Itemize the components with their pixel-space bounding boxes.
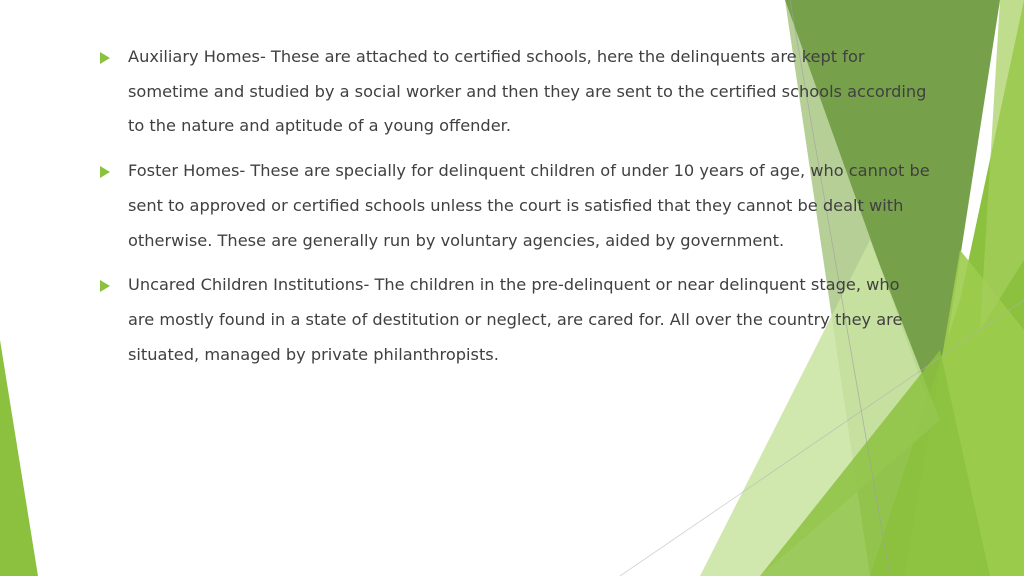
bullet-foster-homes [100, 154, 930, 258]
bullet-uncared-children [100, 268, 930, 372]
bullet-text: Auxiliary Homes- These are attached to certified schools, here the delinquents are kept for sometime and studied by a social worker and then they are sent to the certified schools according to the nature and aptitude of a young offender. [128, 47, 927, 136]
slide-content [100, 40, 930, 382]
triangle-right-icon [100, 52, 110, 64]
triangle-right-icon [100, 166, 110, 178]
triangle-right-icon [100, 280, 110, 292]
left-green-sliver [0, 340, 38, 576]
bullet-text: Uncared Children Institutions- The children in the pre-delinquent or near delinquent stage, who are mostly found in a state of destitution or neglect, are cared for. All over the country they are situated, managed by private philanthropists. [128, 275, 903, 364]
bullet-auxiliary-homes [100, 40, 930, 144]
bullet-text: Foster Homes- These are specially for delinquent children of under 10 years of age, who cannot be sent to approved or certified schools unless the court is satisfied that they cannot be dealt with otherwise. These are generally run by voluntary agencies, aided by government. [128, 161, 930, 250]
